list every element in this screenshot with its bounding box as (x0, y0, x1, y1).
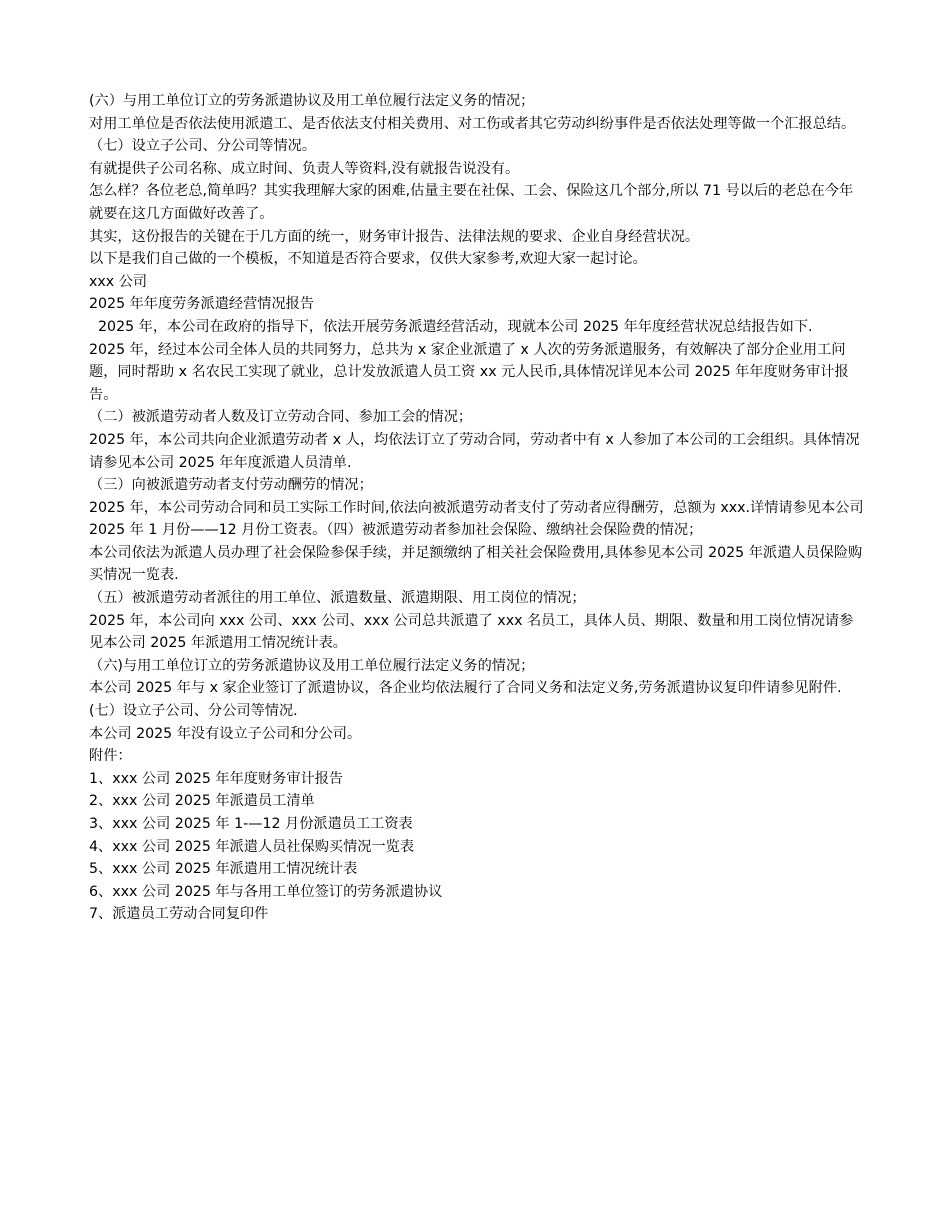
paragraph: （七）设立子公司、分公司等情况。 (89, 138, 317, 155)
paragraph: 本公司 2025 年没有设立子公司和分公司。 (89, 725, 362, 742)
paragraph: 2025 年，本公司劳动合同和员工实际工作时间,依法向被派遣劳动者支付了劳动者应得酬劳，总额为 xxx.详情请参见本公司 2025 年 1 月份——12 月份工资表。（四）被派遣劳动者参加社会保险、缴纳社会保险费的情况； (89, 499, 869, 539)
paragraph: 2025 年，本公司向 xxx 公司、xxx 公司、xxx 公司总共派遣了 xxx 名员工，具体人员、期限、数量和用工岗位情况请参见本公司 2025 年派遣用工情况统计表。 (89, 612, 854, 652)
section-heading: （三）向被派遣劳动者支付劳动酬劳的情况； (89, 477, 373, 494)
section-heading: （二）被派遣劳动者人数及订立劳动合同、参加工会的情况； (89, 409, 473, 426)
report-title: 2025 年年度劳务派遣经营情况报告 (89, 296, 315, 313)
attachment-item: 1、xxx 公司 2025 年年度财务审计报告 (89, 770, 344, 787)
company-name: xxx 公司 (89, 273, 148, 290)
attachment-item: 6、xxx 公司 2025 年与各用工单位签订的劳务派遣协议 (89, 883, 443, 900)
document-body (89, 90, 869, 926)
paragraph: 本公司 2025 年与 x 家企业签订了派遣协议，各企业均依法履行了合同义务和法定义务,劳务派遣协议复印件请参见附件. (89, 680, 842, 697)
paragraph: 2025 年，经过本公司全体人员的共同努力，总共为 x 家企业派遣了 x 人次的劳务派遣服务，有效解决了部分企业用工问题，同时帮助 x 名农民工实现了就业，总计发放派遣人员工资 xx 元人民币,具体情况详见本公司 2025 年年度财务审计报告。 (89, 341, 849, 403)
paragraph: 对用工单位是否依法使用派遣工、是否依法支付相关费用、对工伤或者其它劳动纠纷事件是否依法处理等做一个汇报总结。 (89, 115, 856, 132)
section-heading: (七）设立子公司、分公司等情况. (89, 703, 298, 720)
attachment-item: 2、xxx 公司 2025 年派遣员工清单 (89, 793, 315, 810)
attachment-item: 3、xxx 公司 2025 年 1-—12 月份派遣员工工资表 (89, 816, 413, 832)
attachment-item: 4、xxx 公司 2025 年派遣人员社保购买情况一览表 (89, 838, 415, 855)
paragraph: 2025 年，本公司共向企业派遣劳动者 x 人，均依法订立了劳动合同，劳动者中有 x 人参加了本公司的工会组织。具体情况请参见本公司 2025 年年度派遣人员清单. (89, 431, 860, 471)
section-heading: （六)与用工单位订立的劳务派遣协议及用工单位履行法定义务的情况； (89, 657, 535, 674)
paragraph: 其实，这份报告的关键在于几方面的统一，财务审计报告、法律法规的要求、企业自身经营状况。 (89, 228, 700, 245)
section-heading: （五）被派遣劳动者派往的用工单位、派遣数量、派遣期限、用工岗位的情况； (89, 590, 586, 607)
attachment-item: 5、xxx 公司 2025 年派遣用工情况统计表 (89, 861, 358, 878)
paragraph: 本公司依法为派遣人员办理了社会保险参保手续，并足额缴纳了相关社会保险费用,具体参见本公司 2025 年派遣人员保险购买情况一览表. (89, 544, 863, 584)
paragraph: 有就提供子公司名称、成立时间、负责人等资料,没有就报告说没有。 (89, 160, 520, 177)
paragraph: 以下是我们自己做的一个模板，不知道是否符合要求，仅供大家参考,欢迎大家一起讨论。 (89, 251, 647, 268)
attachments-heading: 附件： (89, 748, 132, 765)
paragraph: 怎么样？各位老总,简单吗？其实我理解大家的困难,估量主要在社保、工会、保险这几个部分,所以 71 号以后的老总在今年就要在这几方面做好改善了。 (89, 183, 854, 222)
paragraph: 2025 年，本公司在政府的指导下，依法开展劳务派遣经营活动，现就本公司 2025 年年度经营状况总结报告如下. (89, 318, 813, 335)
paragraph: (六）与用工单位订立的劳务派遣协议及用工单位履行法定义务的情况； (89, 93, 535, 109)
attachment-item: 7、派遣员工劳动合同复印件 (89, 906, 269, 923)
